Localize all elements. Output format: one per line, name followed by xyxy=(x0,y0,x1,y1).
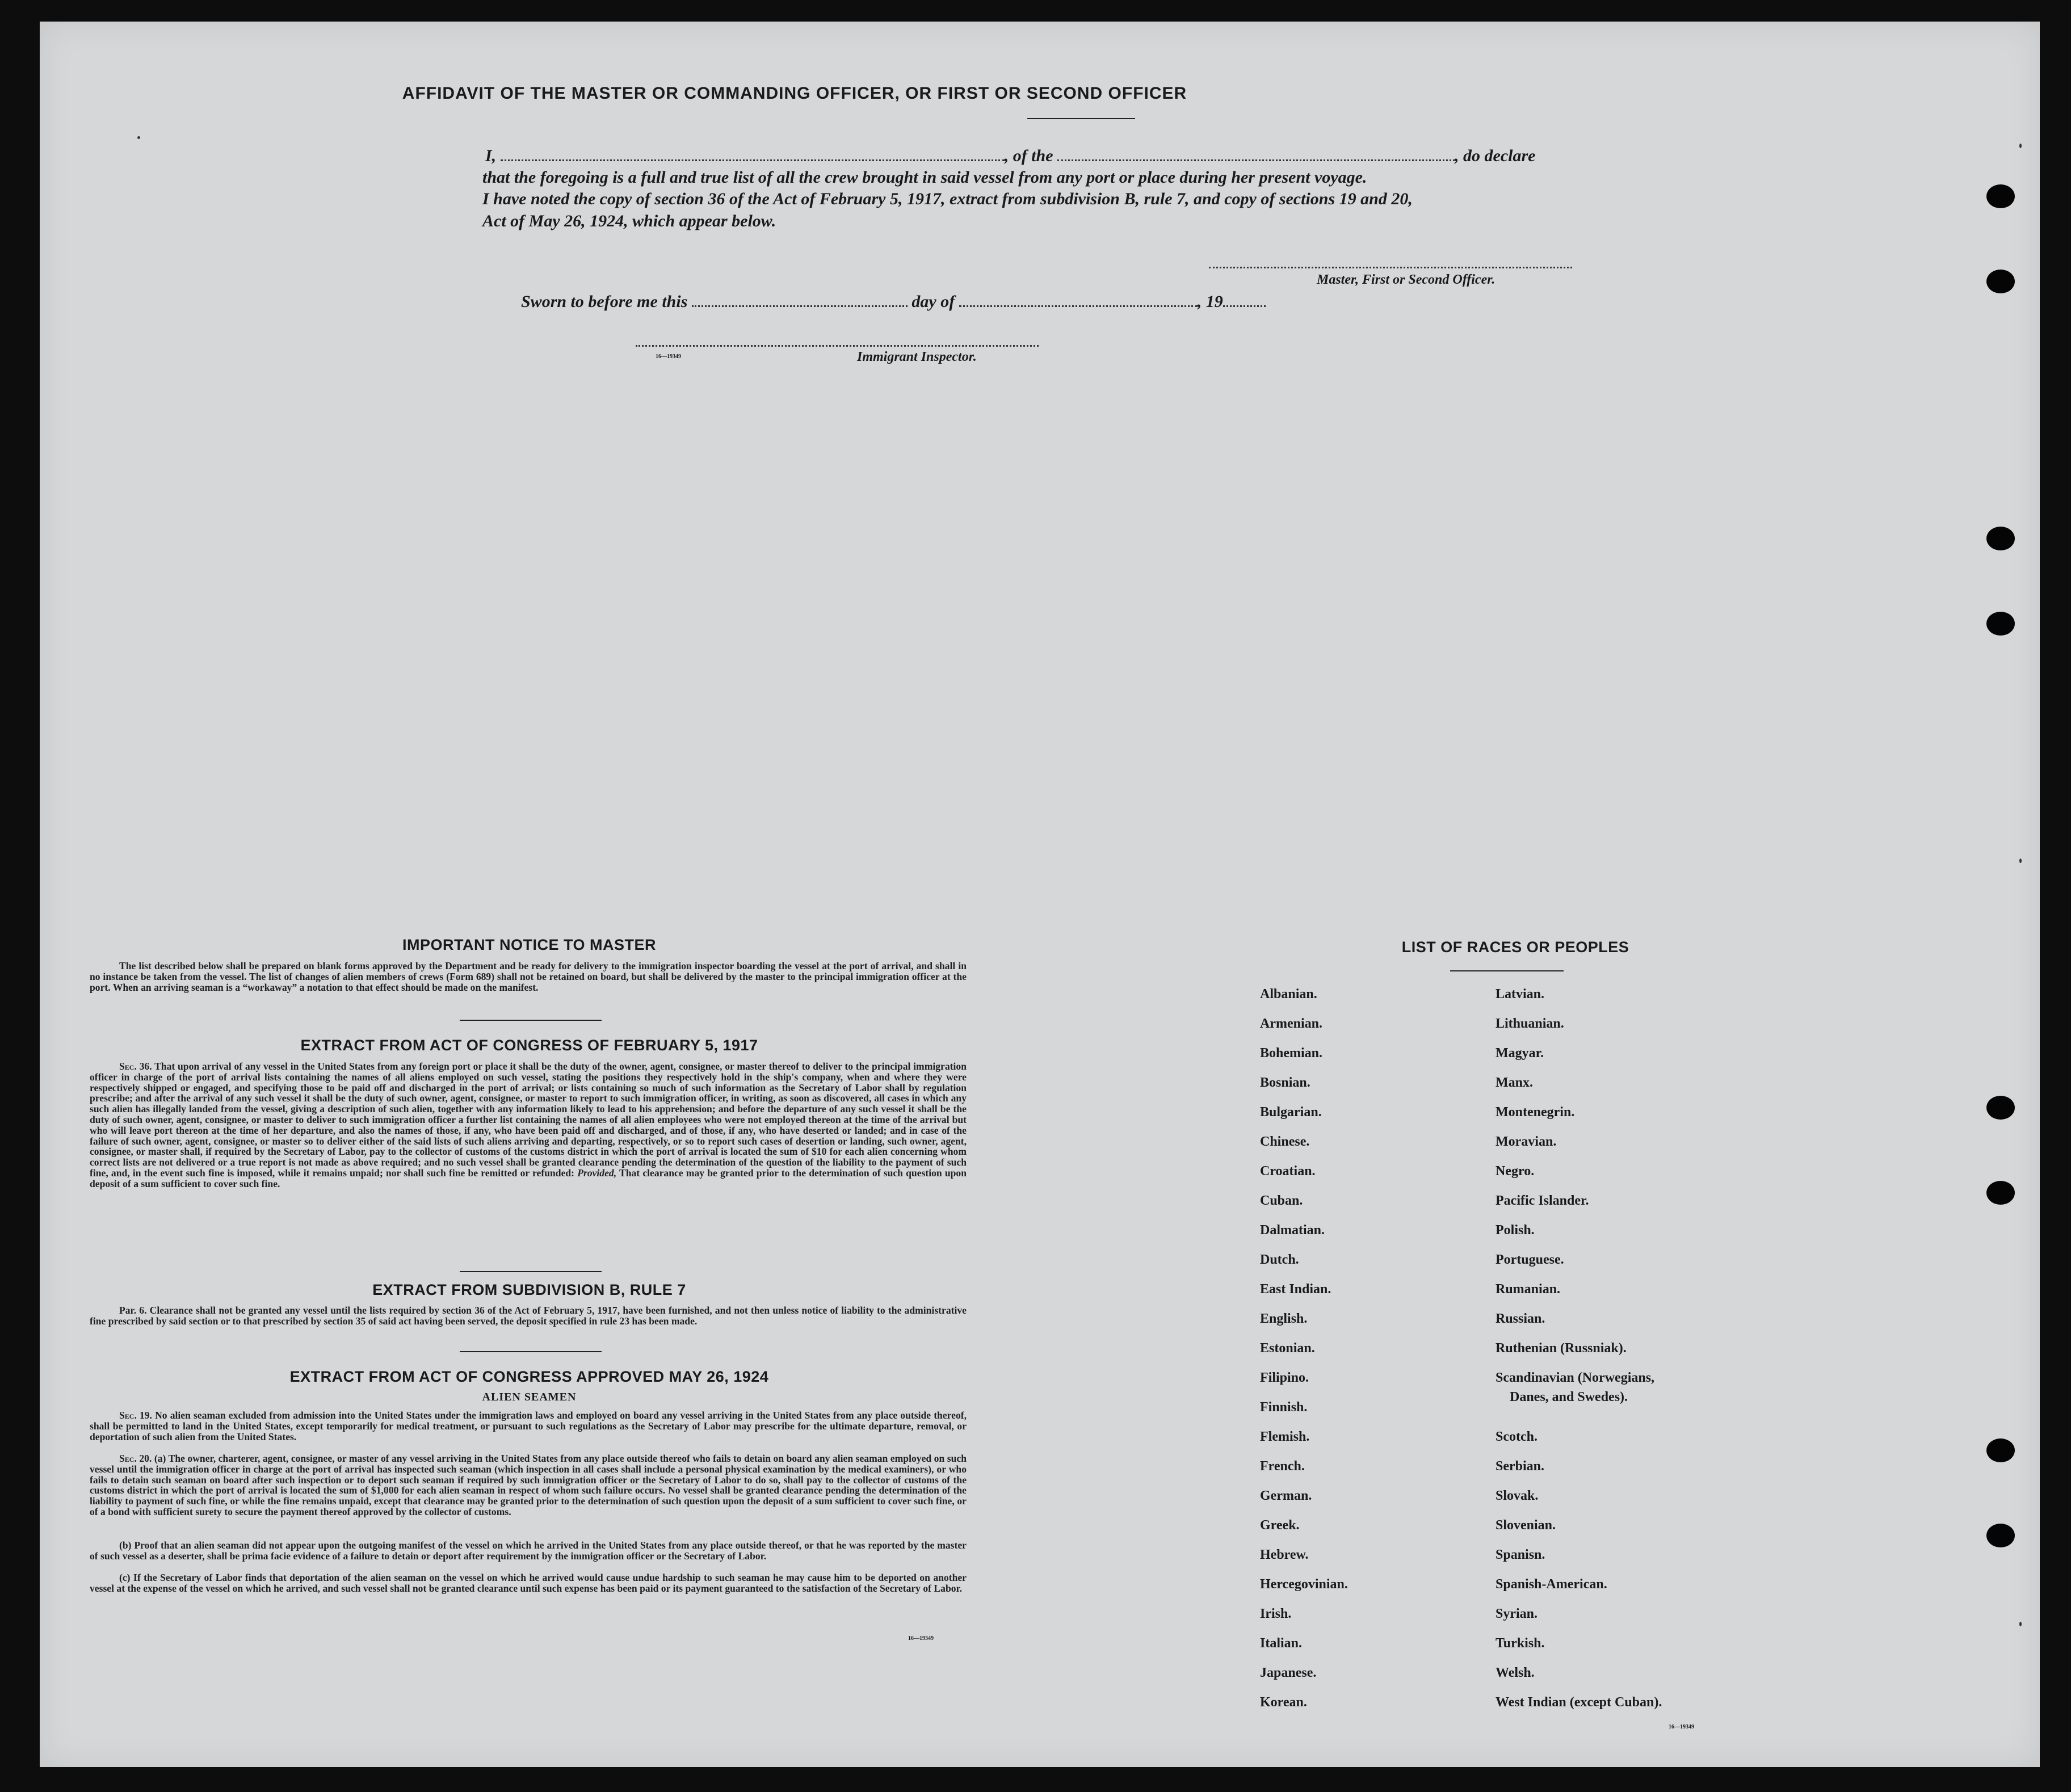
declaration-line-2: that the foregoing is a full and true list of all the crew brought in said vessel from any port or place during her present voyage. xyxy=(482,168,1367,187)
race-item: Scandinavian (Norwegians, xyxy=(1496,1370,1655,1385)
divider xyxy=(460,1020,602,1021)
affidavit-title: AFFIDAVIT OF THE MASTER OR COMMANDING OFFICER, OR FIRST OR SECOND OFFICER xyxy=(402,84,1187,103)
race-item: Slovenian. xyxy=(1496,1518,1556,1533)
extract-1917-text xyxy=(90,1061,967,1189)
sworn-year-blank[interactable] xyxy=(1223,295,1266,307)
declaration-line-3: I have noted the copy of section 36 of the Act of February 5, 1917, extract from subdivision B, rule 7, and copy of sections 19 and 20, xyxy=(482,190,1413,208)
race-item: Pacific Islander. xyxy=(1496,1193,1589,1208)
section-label: Sec. 36. xyxy=(119,1061,152,1072)
race-item: English. xyxy=(1260,1311,1308,1326)
sworn-day-blank[interactable] xyxy=(692,295,908,307)
race-item: Ruthenian (Russniak). xyxy=(1496,1341,1627,1356)
race-item: Armenian. xyxy=(1260,1016,1322,1031)
race-item: Spanisn. xyxy=(1496,1547,1545,1562)
race-item: Danes, and Swedes). xyxy=(1510,1390,1628,1404)
race-item: East Indian. xyxy=(1260,1282,1331,1297)
race-item: Serbian. xyxy=(1496,1459,1545,1474)
section-19-text xyxy=(90,1410,967,1442)
race-item: Albanian. xyxy=(1260,987,1317,1002)
divider xyxy=(1027,118,1135,119)
form-sheet xyxy=(40,22,2040,1767)
race-item: Polish. xyxy=(1496,1223,1535,1238)
extract-1917-title: EXTRACT FROM ACT OF CONGRESS OF FEBRUARY 5, 1917 xyxy=(300,1037,758,1054)
sworn-year-label: , 19 xyxy=(1197,292,1223,311)
race-item: Slovak. xyxy=(1496,1488,1539,1503)
speck xyxy=(2019,1622,2022,1626)
name-blank[interactable] xyxy=(501,149,1005,161)
sworn-start: Sworn to before me this xyxy=(521,292,688,311)
punch-hole xyxy=(1986,1096,2015,1120)
race-item: Welsh. xyxy=(1496,1665,1535,1680)
extract-rule7-text: Par. 6. Clearance shall not be granted any vessel until the lists required by section 36 of the Act of February 5, 1917, have been furnished, and not then unless notice of liability to the administrative fine prescribed by said section or to that prescribed by section 35 of said act having been served, the deposit specified in rule 23 has been made. xyxy=(90,1305,967,1327)
race-item: Lithuanian. xyxy=(1496,1016,1564,1031)
section-20c-text: (c) If the Secretary of Labor finds that deportation of the alien seaman on the vessel on which he arrived would cause undue hardship to such seaman he may cause him to be deported on another vessel at the expense of the vessel on which he arrived, and such vessel shall not be granted clearance until such expense has been paid or its payment guaranteed to the satisfaction of the Secretary of Labor. xyxy=(90,1572,967,1594)
notice-text: The list described below shall be prepared on blank forms approved by the Department and be ready for delivery to the immigration inspector boarding the vessel at the port of arrival, and shall in no instance be taken from the vessel. The list of changes of alien members of crews (Form 689) shall not be retained on board, but shall be delivered by the master to the principal immigration officer at the port. When an arriving seaman is a “workaway” a notation to that effect should be made on the manifest. xyxy=(90,960,967,993)
sworn-mid: day of xyxy=(911,292,955,311)
punch-hole xyxy=(1986,1524,2015,1547)
race-item: Filipino. xyxy=(1260,1370,1309,1385)
race-item: Croatian. xyxy=(1260,1164,1316,1179)
declaration-line-4: Act of May 26, 1924, which appear below. xyxy=(482,212,776,230)
punch-hole xyxy=(1986,1181,2015,1205)
race-item: Dutch. xyxy=(1260,1252,1299,1267)
race-item: Bulgarian. xyxy=(1260,1105,1322,1120)
punch-hole xyxy=(1986,270,2015,293)
declaration-mid: , of the xyxy=(1004,146,1053,165)
race-item: Rumanian. xyxy=(1496,1282,1561,1297)
declaration-start: I, xyxy=(485,146,497,165)
race-item: Estonian. xyxy=(1260,1341,1315,1356)
speck xyxy=(2019,144,2022,148)
race-item: Hercegovinian. xyxy=(1260,1577,1348,1592)
race-item: Bosnian. xyxy=(1260,1075,1310,1090)
race-item: Japanese. xyxy=(1260,1665,1317,1680)
divider xyxy=(460,1351,602,1352)
alien-seamen-subtitle: ALIEN SEAMEN xyxy=(482,1391,577,1403)
speck xyxy=(137,136,140,139)
form-number: 16—19349 xyxy=(1669,1724,1694,1730)
section-20a-text xyxy=(90,1453,967,1517)
race-item: Greek. xyxy=(1260,1518,1300,1533)
race-item: West Indian (except Cuban). xyxy=(1496,1695,1662,1710)
provided-word: Provided, xyxy=(577,1167,617,1179)
punch-hole xyxy=(1986,1438,2015,1462)
extract-rule7-title: EXTRACT FROM SUBDIVISION B, RULE 7 xyxy=(372,1281,686,1298)
section-36-text: That upon arrival of any vessel in the United States from any foreign port or place it shall be the duty of the owner, agent, consignee, or master thereof to deliver to the principal immigration officer in charge of the port of arrival lists containing the names of all aliens employed on such vessel, stating the positions they respectively hold in the ship's company, when and where they were respectively shipped or engaged, and specifying those to be paid off and discharged in the port of arrival; or lists containing so much of such information as the Secretary of Labor shall by regulation prescribe; and after the arrival of any such vessel it shall be the duty of such owner, agent, consignee, or master to report to such immigration officer, in writing, as soon as discovered, all cases in which any such alien has illegally landed from the vessel, giving a description of such alien, together with any information likely to lead to his apprehension; and before the departure of any such vessel it shall be the duty of such owner, agent, consignee, or master to deliver to such immigration officer a further list containing the names of all alien employees who were not employed thereon at the time of the arrival but who will leave port thereon at the time of her departure, and also the names of those, if any, who have been paid off and discharged, and of those, if any, who have deserted or landed; and in case of the failure of such owner, agent, consignee, or master so to deliver either of the said lists of such aliens arriving and departing, respectively, or so to report such cases of desertion or landing, such owner, agent, consignee, or master shall, if required by the Secretary of Labor, pay to the collector of customs of the customs district in which the port of arrival is located the sum of $10 for each alien concerning whom correct lists are not delivered or a true report is not made as above required; and no such vessel shall be granted clearance pending the determination of the question of the liability to the payment of such fine, and, in the event such fine is imposed, while it remains unpaid; nor shall such fine be remitted or refunded: xyxy=(90,1061,967,1179)
race-item: Syrian. xyxy=(1496,1606,1538,1621)
race-item: Portuguese. xyxy=(1496,1252,1564,1267)
race-item: Scotch. xyxy=(1496,1429,1538,1444)
section-label: Sec. 20. xyxy=(119,1453,152,1464)
race-item: Montenegrin. xyxy=(1496,1105,1575,1120)
race-item: Negro. xyxy=(1496,1164,1535,1179)
speck xyxy=(2019,859,2022,863)
race-item: Latvian. xyxy=(1496,987,1545,1002)
sworn-month-blank[interactable] xyxy=(959,295,1198,307)
punch-hole xyxy=(1986,612,2015,636)
declaration-end: , do declare xyxy=(1455,146,1536,165)
vessel-blank[interactable] xyxy=(1057,149,1455,161)
inspector-label: Immigrant Inspector. xyxy=(857,350,977,364)
section-20a-body: (a) The owner, charterer, agent, consignee, or master of any vessel arriving in the United States from any place outside thereof who fails to detain on board any alien seaman employed on such vessel until the immigration officer in charge at the port of arrival has inspected such seaman (which inspection in all cases shall include a personal physical examination by the medical examiners), or who fails to detain such seaman on board after such inspection or to deport such seaman if required by such immigration officer or the Secretary of Labor to do so, shall pay to the collector of customs of the customs district in which the port of arrival is located the sum of $1,000 for each alien seaman in respect of whom such failure occurs. No vessel shall be granted clearance pending the determination of the liability to payment of such fine, or while the fine remains unpaid, except that clearance may be granted prior to the determination of such question upon the deposit of a sum sufficient to cover such fine, or of a bond with sufficient surety to secure the payment thereof approved by the collector of customs. xyxy=(90,1453,967,1517)
declaration-line-1 xyxy=(485,146,1535,166)
notice-title: IMPORTANT NOTICE TO MASTER xyxy=(402,936,656,953)
race-item: Hebrew. xyxy=(1260,1547,1309,1562)
section-label: Sec. 19. xyxy=(119,1410,152,1421)
race-item: Manx. xyxy=(1496,1075,1533,1090)
master-signature-label: Master, First or Second Officer. xyxy=(1317,272,1496,287)
race-item: Italian. xyxy=(1260,1636,1303,1651)
sworn-line xyxy=(521,292,1266,312)
race-item: Spanish-American. xyxy=(1496,1577,1607,1592)
race-item: German. xyxy=(1260,1488,1312,1503)
race-item: Turkish. xyxy=(1496,1636,1545,1651)
race-item: Magyar. xyxy=(1496,1046,1544,1061)
section-36-text-end: That clearance may be granted prior to the determination of such question upon deposit of a sum sufficient to cover such fine. xyxy=(90,1167,967,1189)
master-signature-line[interactable] xyxy=(1209,267,1572,268)
race-item: Bohemian. xyxy=(1260,1046,1323,1061)
races-title: LIST OF RACES OR PEOPLES xyxy=(1401,939,1629,956)
extract-1924-title: EXTRACT FROM ACT OF CONGRESS APPROVED MAY 26, 1924 xyxy=(289,1368,769,1385)
form-number: 16—19349 xyxy=(908,1635,934,1642)
race-item: Moravian. xyxy=(1496,1134,1557,1149)
punch-hole xyxy=(1986,184,2015,208)
race-item: Flemish. xyxy=(1260,1429,1310,1444)
race-item: Cuban. xyxy=(1260,1193,1303,1208)
section-19-body: No alien seaman excluded from admission into the United States under the immigration laws and employed on board any vessel arriving in the United States from any place outside thereof, shall be permitted to land in the United States, except temporarily for medical treatment, or pursuant to such regulations as the Secretary of Labor may prescribe for the ultimate departure, removal, or deportation of such alien from the United States. xyxy=(90,1410,967,1442)
race-item: Chinese. xyxy=(1260,1134,1310,1149)
section-20b-text: (b) Proof that an alien seaman did not appear upon the outgoing manifest of the vessel on which he arrived in the United States from any place outside thereof, or that he was reported by the master of such vessel as a deserter, shall be prima facie evidence of a failure to detain or deport after requirement by the immigration officer or the Secretary of Labor. xyxy=(90,1539,967,1562)
race-item: Finnish. xyxy=(1260,1400,1308,1415)
form-number: 16—19349 xyxy=(656,354,681,360)
race-item: Russian. xyxy=(1496,1311,1545,1326)
race-item: Irish. xyxy=(1260,1606,1292,1621)
inspector-signature-line[interactable] xyxy=(636,345,1039,347)
divider xyxy=(1450,970,1564,971)
race-item: French. xyxy=(1260,1459,1305,1474)
punch-hole xyxy=(1986,527,2015,550)
race-item: Korean. xyxy=(1260,1695,1307,1710)
race-item: Dalmatian. xyxy=(1260,1223,1325,1238)
divider xyxy=(460,1271,602,1272)
